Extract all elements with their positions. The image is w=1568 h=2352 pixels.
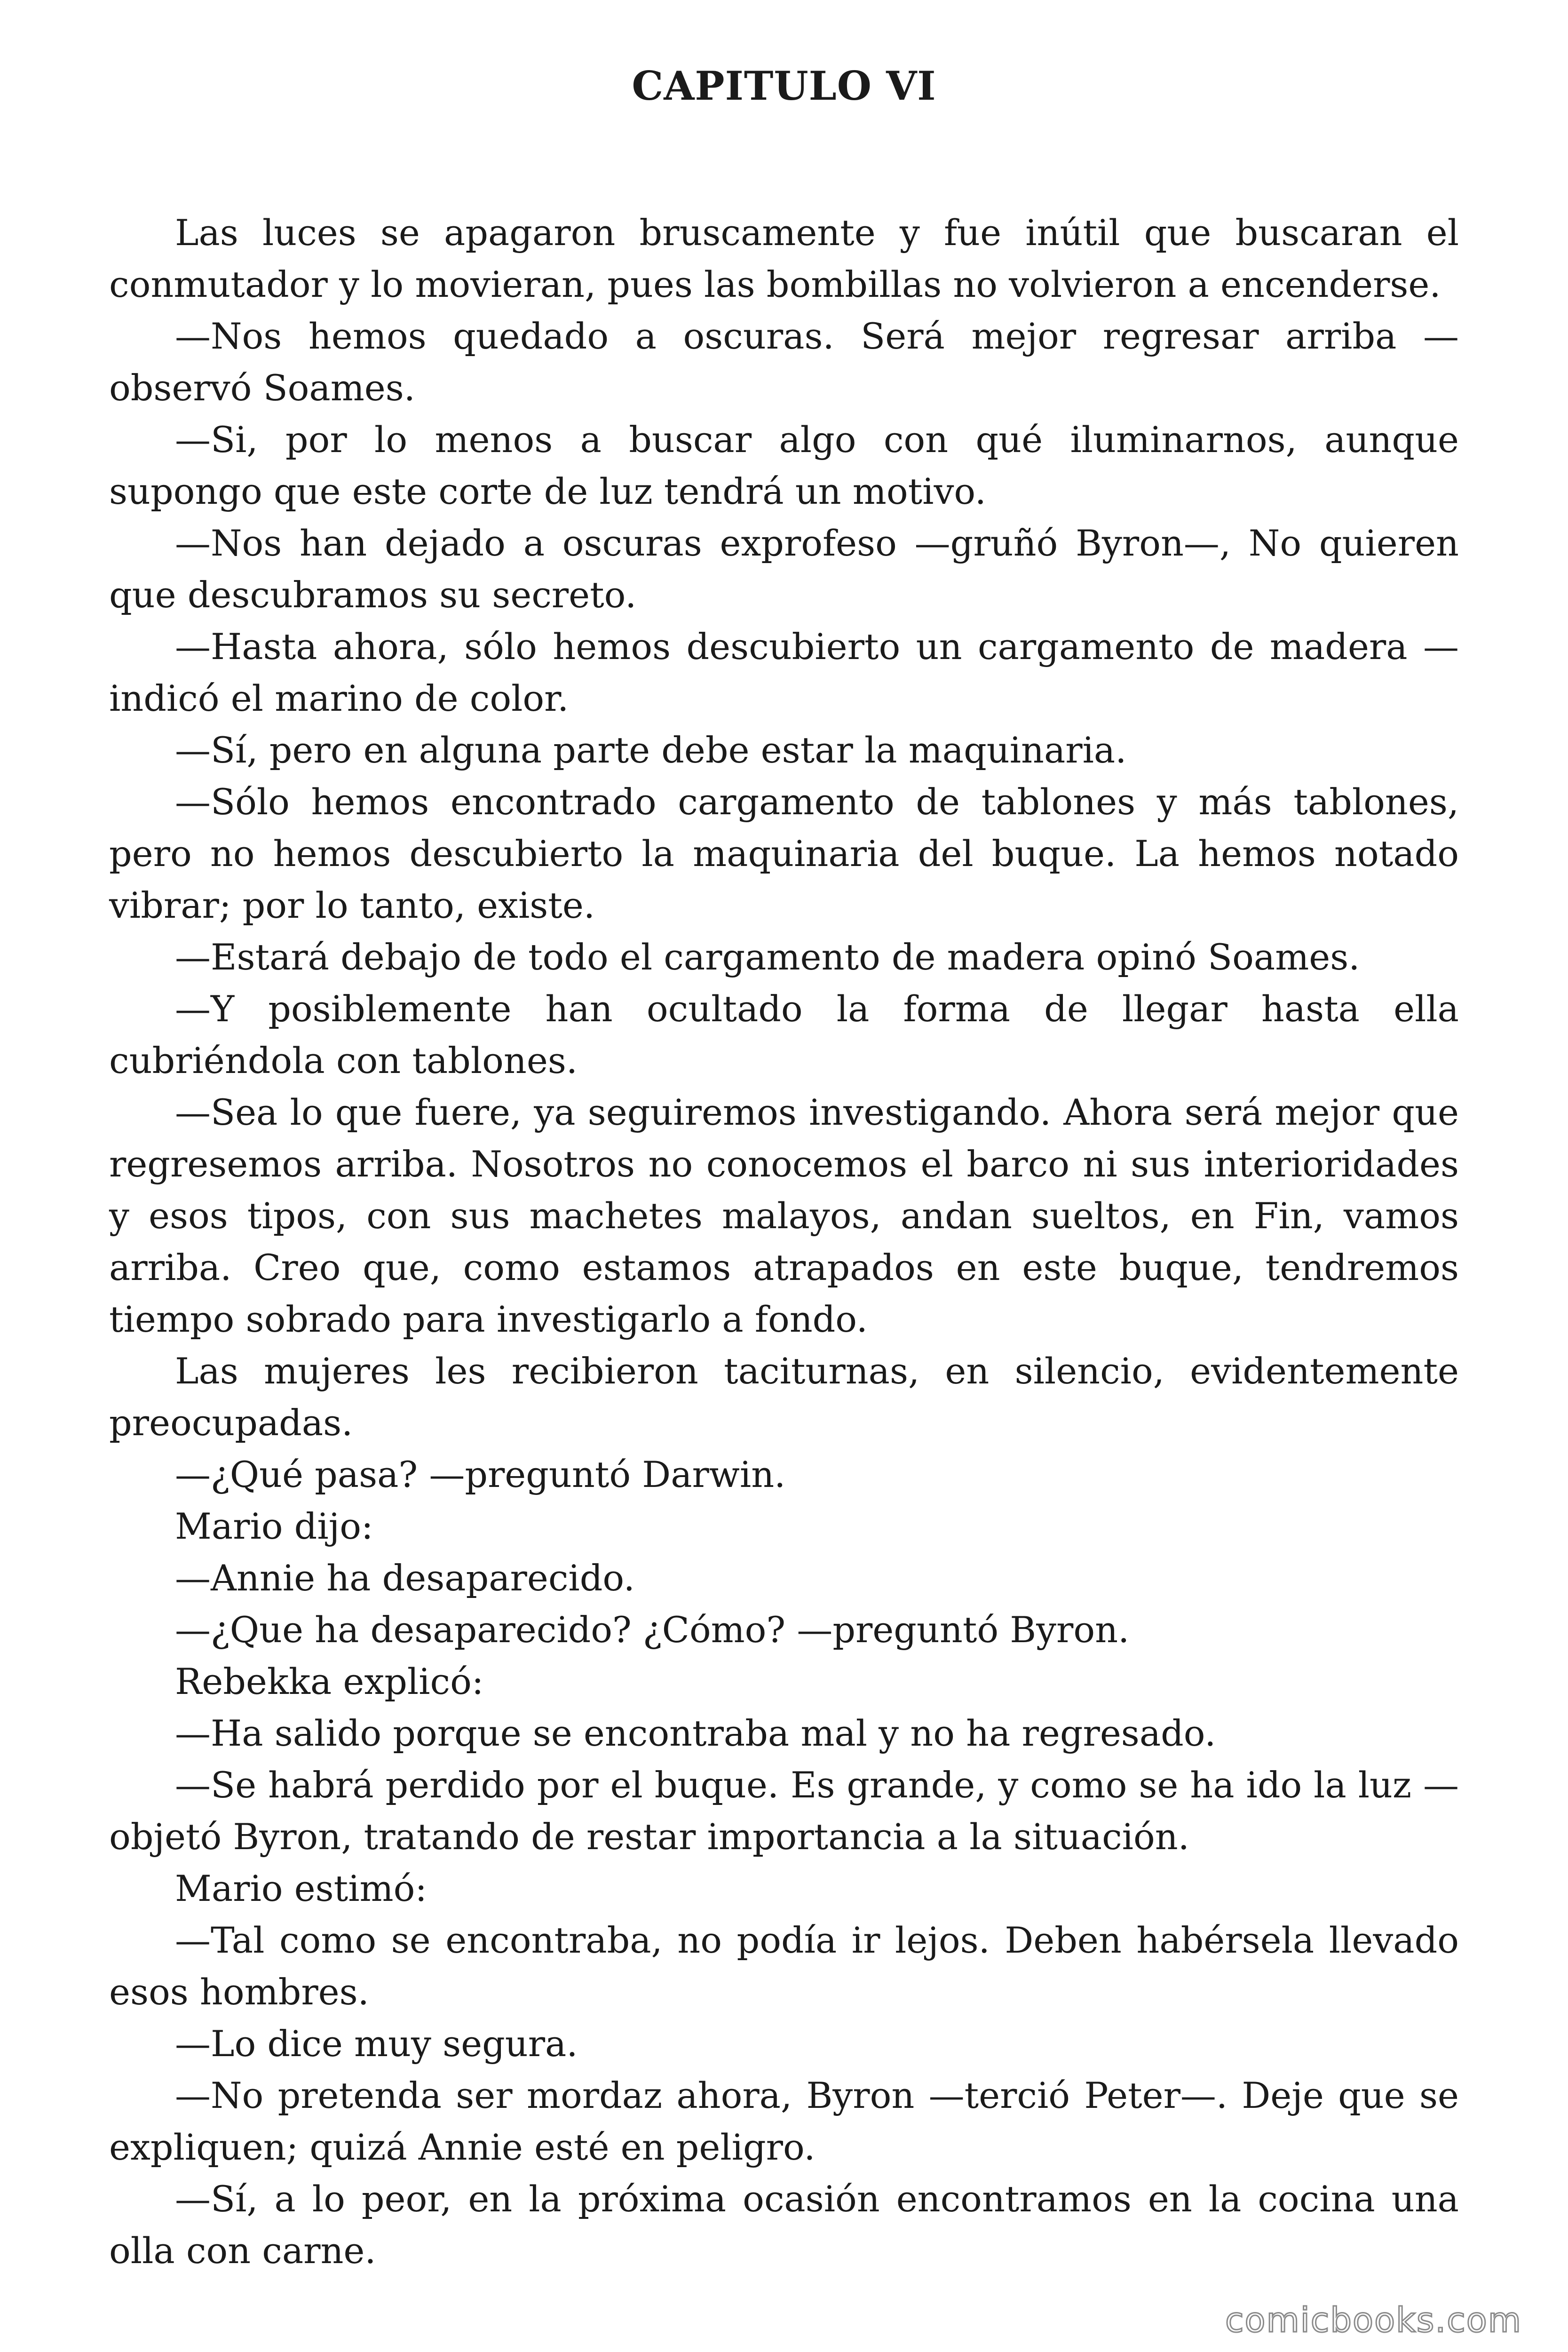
paragraph: Mario dijo:	[175, 1505, 373, 1547]
chapter-title: CAPITULO VI	[632, 63, 936, 109]
paragraph: —Ha salido porque se encontraba mal y no ha regresado.	[175, 1712, 1216, 1754]
paragraph: —¿Que ha desaparecido? ¿Cómo? —preguntó Byron.	[175, 1609, 1130, 1651]
paragraph: Mario estimó:	[175, 1867, 427, 1909]
watermark: comicbooks.com	[1225, 2300, 1522, 2340]
paragraph: —Si, por lo menos a buscar algo con qué iluminarnos, aunque supongo que este corte de luz tendrá un motivo.	[109, 419, 1459, 512]
paragraph: —Nos hemos quedado a oscuras. Será mejor regresar arriba —observó Soames.	[109, 315, 1459, 409]
paragraph: Las luces se apagaron bruscamente y fue inútil que buscaran el conmutador y lo movieran, pues las bombillas no volvieron a encenderse.	[109, 212, 1459, 305]
paragraph: Rebekka explicó:	[175, 1661, 484, 1702]
paragraph: —Sí, a lo peor, en la próxima ocasión encontramos en la cocina una olla con carne.	[109, 2178, 1459, 2272]
paragraph: —Y posiblemente han ocultado la forma de llegar hasta ella cubriéndola con tablones.	[109, 988, 1459, 1081]
paragraph: —Se habrá perdido por el buque. Es grande, y como se ha ido la luz —objetó Byron, tratando de restar importancia a la situación.	[109, 1764, 1459, 1858]
paragraph: —Annie ha desaparecido.	[175, 1557, 635, 1599]
paragraph: Las mujeres les recibieron taciturnas, en silencio, evidentemente preocupadas.	[109, 1350, 1459, 1444]
paragraph: —Lo dice muy segura.	[175, 2023, 578, 2065]
paragraph: —No pretenda ser mordaz ahora, Byron —terció Peter—. Deje que se expliquen; quizá Annie esté en peligro.	[109, 2074, 1459, 2168]
paragraph: —Sólo hemos encontrado cargamento de tablones y más tablones, pero no hemos descubierto la maquinaria del buque. La hemos notado vibrar; por lo tanto, existe.	[109, 781, 1459, 926]
paragraph: —Estará debajo de todo el cargamento de madera opinó Soames.	[175, 936, 1360, 978]
paragraph: —Tal como se encontraba, no podía ir lejos. Deben habérsela llevado esos hombres.	[109, 1919, 1459, 2013]
paragraph: —¿Qué pasa? —preguntó Darwin.	[175, 1454, 786, 1495]
paragraph: —Hasta ahora, sólo hemos descubierto un cargamento de madera —indicó el marino de color.	[109, 626, 1459, 719]
paragraph: —Sea lo que fuere, ya seguiremos investigando. Ahora será mejor que regresemos arriba. Nosotros no conocemos el barco ni sus interioridades y esos tipos, con sus machetes malayos, andan sueltos, en Fin, vamos arriba. Creo que, como estamos atrapados en este buque, tendremos tiempo sobrado para investigarlo a fondo.	[109, 1091, 1459, 1340]
paragraph: —Sí, pero en alguna parte debe estar la maquinaria.	[175, 729, 1127, 771]
paragraph: —Nos han dejado a oscuras exprofeso —gruñó Byron—, No quieren que descubramos su secreto.	[109, 522, 1459, 616]
chapter-body	[109, 207, 1459, 2277]
